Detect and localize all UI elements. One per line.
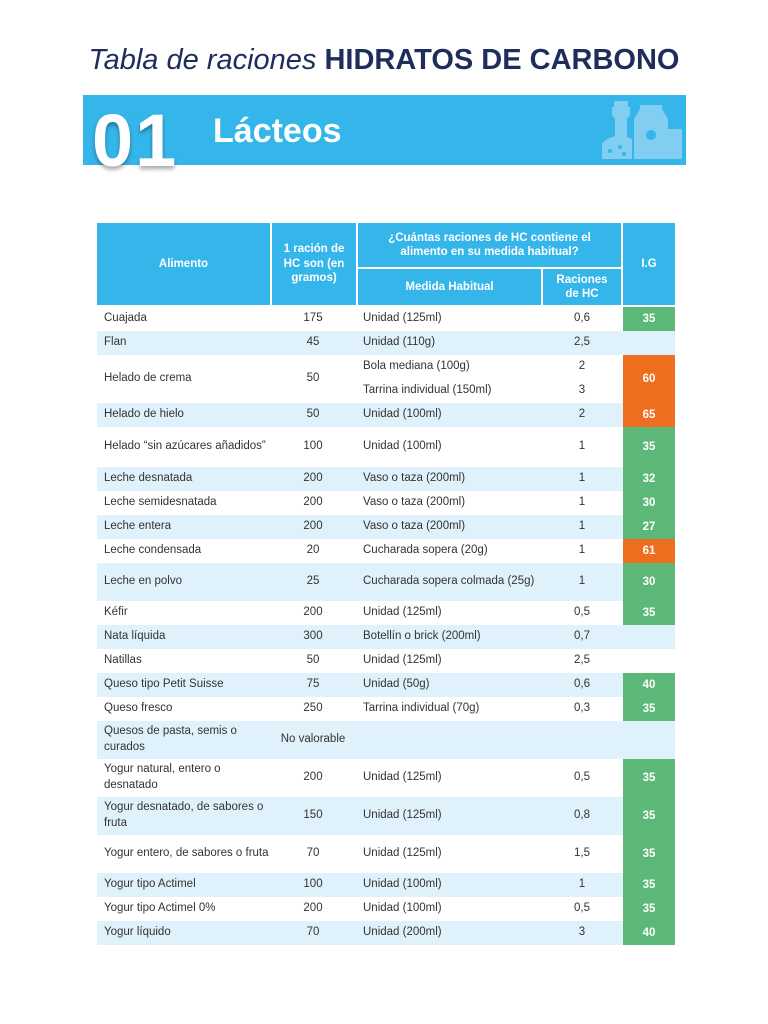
table-row bbox=[97, 797, 675, 835]
rations-cell: 0,7 bbox=[574, 630, 590, 643]
food-cell: Leche entera bbox=[104, 520, 172, 533]
rations-cell: 3 bbox=[578, 384, 586, 397]
ig-value-badge: 61 bbox=[623, 539, 675, 563]
table-row bbox=[97, 427, 675, 467]
rations-cell bbox=[543, 721, 621, 759]
measure-cell: Unidad (50g) bbox=[363, 678, 430, 691]
rations-cell: 2,5 bbox=[574, 336, 590, 349]
food-cell: Yogur entero, de sabores o fruta bbox=[104, 847, 269, 860]
measure-cell: Unidad (200ml) bbox=[363, 926, 442, 939]
ig-value-badge: 30 bbox=[623, 491, 675, 515]
measure-cell: Botellín o brick (200ml) bbox=[363, 630, 481, 643]
rations-cell: 1,5 bbox=[574, 847, 590, 860]
measure-cell: Unidad (125ml) bbox=[363, 606, 442, 619]
grams-cell: 200 bbox=[303, 520, 323, 533]
grams-cell: 200 bbox=[303, 496, 323, 509]
table-row bbox=[97, 759, 675, 797]
food-cell: Cuajada bbox=[104, 312, 147, 325]
rations-cell: 1 bbox=[578, 496, 586, 509]
page-title-italic: Tabla de raciones bbox=[88, 44, 317, 76]
table-header bbox=[97, 223, 675, 305]
grams-cell: 250 bbox=[303, 702, 323, 715]
header-divider bbox=[358, 267, 621, 269]
measure-cell: Unidad (125ml) bbox=[363, 847, 442, 860]
rations-cell: 1 bbox=[578, 544, 586, 557]
grams-cell: 300 bbox=[303, 630, 323, 643]
food-cell: Yogur tipo Actimel bbox=[104, 878, 196, 891]
measure-cell: Tarrina individual (70g) bbox=[363, 702, 480, 715]
rations-cell: 0,6 bbox=[574, 678, 590, 691]
ig-value-badge: 35 bbox=[623, 759, 675, 797]
header-group: ¿Cuántas raciones de HC contiene el alimento en su medida habitual? bbox=[388, 231, 591, 258]
food-cell: Nata líquida bbox=[104, 630, 166, 643]
header-grams: 1 ración de HC son (en gramos) bbox=[283, 243, 345, 285]
table-row bbox=[97, 331, 675, 355]
table-row bbox=[97, 601, 675, 625]
table-row bbox=[97, 355, 675, 403]
ig-value-badge: 35 bbox=[623, 307, 675, 331]
grams-cell: 45 bbox=[306, 336, 320, 349]
grams-cell: 25 bbox=[306, 575, 320, 588]
ig-value-badge: 60 bbox=[623, 355, 675, 403]
ig-value-badge: 65 bbox=[623, 403, 675, 427]
measure-cell: Unidad (125ml) bbox=[363, 771, 442, 784]
header-divider bbox=[621, 223, 623, 305]
grams-cell: 150 bbox=[303, 809, 323, 822]
table-row bbox=[97, 673, 675, 697]
food-cell: Helado “sin azúcares añadidos” bbox=[104, 440, 266, 453]
food-cell: Kéfir bbox=[104, 606, 128, 619]
rations-cell: 0,8 bbox=[574, 809, 590, 822]
table-row bbox=[97, 515, 675, 539]
grams-cell: 50 bbox=[306, 372, 320, 385]
food-cell: Yogur líquido bbox=[104, 926, 171, 939]
measure-cell: Unidad (125ml) bbox=[363, 312, 442, 325]
grams-cell: 20 bbox=[306, 544, 320, 557]
rations-cell: 0,5 bbox=[574, 606, 590, 619]
header-rations: Raciones de HC bbox=[556, 273, 608, 300]
food-cell: Yogur natural, entero o desnatado bbox=[104, 763, 221, 791]
food-cell: Leche desnatada bbox=[104, 472, 193, 485]
table-row bbox=[97, 625, 675, 649]
food-cell: Helado de crema bbox=[104, 372, 192, 385]
header-divider bbox=[356, 223, 358, 305]
measure-cell: Vaso o taza (200ml) bbox=[363, 496, 466, 509]
page-title bbox=[0, 44, 768, 77]
dairy-products-icon bbox=[600, 97, 686, 163]
header-divider bbox=[270, 223, 272, 305]
ig-value-badge: 35 bbox=[623, 427, 675, 467]
grams-cell: 200 bbox=[303, 902, 323, 915]
table-row bbox=[97, 403, 675, 427]
measure-cell: Unidad (100ml) bbox=[363, 408, 442, 421]
table-row bbox=[97, 491, 675, 515]
table-row bbox=[97, 697, 675, 721]
category-number: 01 bbox=[92, 99, 179, 182]
ig-value-badge: 40 bbox=[623, 673, 675, 697]
rations-cell: 1 bbox=[578, 472, 586, 485]
ig-value-badge: 40 bbox=[623, 921, 675, 945]
grams-cell: 200 bbox=[303, 771, 323, 784]
grams-cell: 200 bbox=[303, 472, 323, 485]
rations-cell: 3 bbox=[578, 926, 586, 939]
food-cell: Leche condensada bbox=[104, 544, 202, 557]
ig-value-badge: 32 bbox=[623, 467, 675, 491]
table-row bbox=[97, 563, 675, 601]
table-row bbox=[97, 467, 675, 491]
ig-value-badge: 35 bbox=[623, 835, 675, 873]
table-row bbox=[97, 539, 675, 563]
header-divider bbox=[541, 267, 543, 305]
table-row bbox=[97, 721, 675, 759]
measure-cell: Unidad (110g) bbox=[363, 336, 436, 349]
rations-table bbox=[97, 223, 675, 939]
grams-cell: 50 bbox=[306, 654, 320, 667]
page-title-bold: HIDRATOS DE CARBONO bbox=[324, 44, 680, 76]
rations-cell: 1 bbox=[578, 878, 586, 891]
food-cell: Leche semidesnatada bbox=[104, 496, 217, 509]
measure-cell: Tarrina individual (150ml) bbox=[363, 384, 492, 397]
ig-value-badge: 35 bbox=[623, 697, 675, 721]
measure-cell: Unidad (100ml) bbox=[363, 902, 442, 915]
ig-value-badge: 27 bbox=[623, 515, 675, 539]
table-row bbox=[97, 897, 675, 921]
food-cell: Natillas bbox=[104, 654, 142, 667]
table-row bbox=[97, 873, 675, 897]
grams-cell: 100 bbox=[303, 440, 323, 453]
ig-value-badge: 30 bbox=[623, 563, 675, 601]
table-row bbox=[97, 921, 675, 945]
measure-cell: Cucharada sopera colmada (25g) bbox=[363, 575, 535, 588]
rations-cell: 0,5 bbox=[574, 902, 590, 915]
measure-cell: Bola mediana (100g) bbox=[363, 360, 470, 373]
grams-cell: 70 bbox=[306, 847, 320, 860]
rations-cell: 1 bbox=[578, 520, 586, 533]
food-cell: Flan bbox=[104, 336, 127, 349]
table-row bbox=[97, 835, 675, 873]
measure-cell bbox=[363, 721, 543, 759]
header-food: Alimento bbox=[158, 257, 209, 270]
table-row bbox=[97, 649, 675, 673]
ig-value-badge: 35 bbox=[623, 797, 675, 835]
measure-cell: Vaso o taza (200ml) bbox=[363, 472, 466, 485]
rations-cell: 1 bbox=[578, 440, 586, 453]
ig-value-badge: 35 bbox=[623, 601, 675, 625]
measure-cell: Vaso o taza (200ml) bbox=[363, 520, 466, 533]
grams-cell: 50 bbox=[306, 408, 320, 421]
food-cell: Queso fresco bbox=[104, 702, 173, 715]
header-measure: Medida Habitual bbox=[405, 280, 494, 293]
measure-cell: Unidad (100ml) bbox=[363, 440, 442, 453]
food-cell: Yogur tipo Actimel 0% bbox=[104, 902, 216, 915]
ig-value-badge: 35 bbox=[623, 873, 675, 897]
rations-cell: 1 bbox=[578, 575, 586, 588]
category-title: Lácteos bbox=[213, 112, 342, 150]
grams-cell: No valorable bbox=[280, 733, 346, 746]
food-cell: Leche en polvo bbox=[104, 575, 183, 588]
ig-value-badge: 35 bbox=[623, 897, 675, 921]
grams-cell: 175 bbox=[303, 312, 323, 325]
table-row bbox=[97, 307, 675, 331]
measure-cell: Cucharada sopera (20g) bbox=[363, 544, 488, 557]
food-cell: Yogur desnatado, de sabores o fruta bbox=[104, 801, 264, 829]
measure-cell: Unidad (125ml) bbox=[363, 809, 442, 822]
grams-cell: 100 bbox=[303, 878, 323, 891]
food-cell: Queso tipo Petit Suisse bbox=[104, 678, 224, 691]
grams-cell: 200 bbox=[303, 606, 323, 619]
rations-cell: 0,5 bbox=[574, 771, 590, 784]
rations-cell: 2 bbox=[578, 408, 586, 421]
measure-cell: Unidad (100ml) bbox=[363, 878, 442, 891]
food-cell: Helado de hielo bbox=[104, 408, 184, 421]
rations-cell: 2,5 bbox=[574, 654, 590, 667]
food-cell: Quesos de pasta, semis o curados bbox=[104, 725, 237, 753]
rations-cell: 0,3 bbox=[574, 702, 590, 715]
header-ig: I.G bbox=[641, 257, 657, 270]
rations-cell: 2 bbox=[578, 360, 586, 373]
rations-cell: 0,6 bbox=[574, 312, 590, 325]
grams-cell: 70 bbox=[306, 926, 320, 939]
grams-cell: 75 bbox=[306, 678, 320, 691]
measure-cell: Unidad (125ml) bbox=[363, 654, 442, 667]
